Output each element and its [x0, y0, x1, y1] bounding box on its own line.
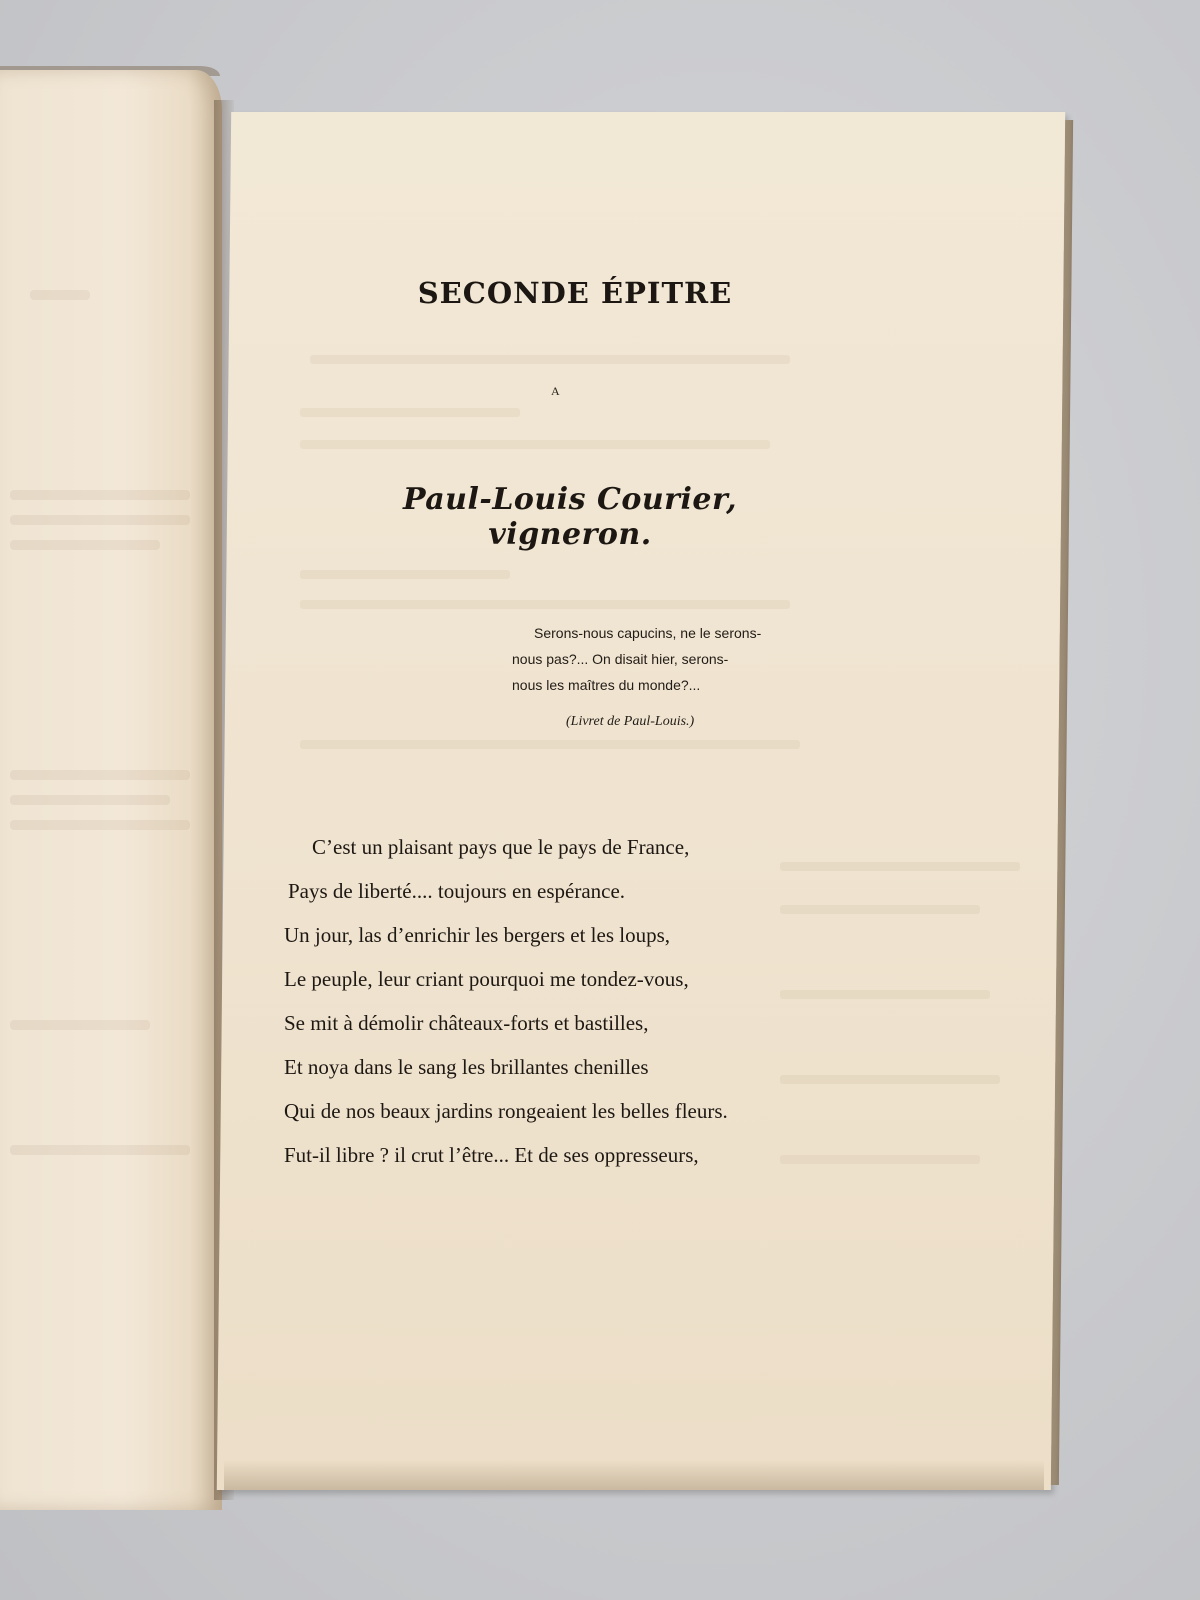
epigraph-line: nous pas?... On disait hier, serons- — [512, 651, 729, 667]
poem-line: C’est un plaisant pays que le pays de France, — [312, 835, 690, 859]
epigraph-line: nous les maîtres du monde?... — [512, 677, 701, 693]
poem-line: Qui de nos beaux jardins rongeaient les belles fleurs. — [284, 1099, 728, 1123]
page-edge-bottom — [224, 1460, 1044, 1490]
poem-line: Pays de liberté.... toujours en espérance. — [288, 879, 626, 903]
epigraph-source: (Livret de Paul-Louis.) — [566, 714, 695, 729]
right-page — [217, 112, 1065, 1490]
poem-line: Un jour, las d’enrichir les bergers et les loups, — [284, 923, 671, 947]
poem-line: Et noya dans le sang les brillantes chenilles — [284, 1055, 649, 1079]
page-title: SECONDE ÉPITRE — [417, 276, 733, 310]
epigraph-line: Serons-nous capucins, ne le serons- — [534, 625, 762, 641]
epigraph — [512, 620, 812, 698]
poem-line: Fut-il libre ? il crut l’être... Et de ses oppresseurs, — [284, 1143, 699, 1167]
left-page — [0, 70, 222, 1510]
dedicatee-heading: Paul-Louis Courier, vigneron. — [402, 482, 738, 552]
poem-line: Se mit à démolir châteaux-forts et bastilles, — [284, 1011, 649, 1035]
poem-line: Le peuple, leur criant pourquoi me tondez-vous, — [284, 967, 689, 991]
poem-body — [284, 825, 804, 1177]
dedication-prefix: A — [551, 384, 560, 398]
